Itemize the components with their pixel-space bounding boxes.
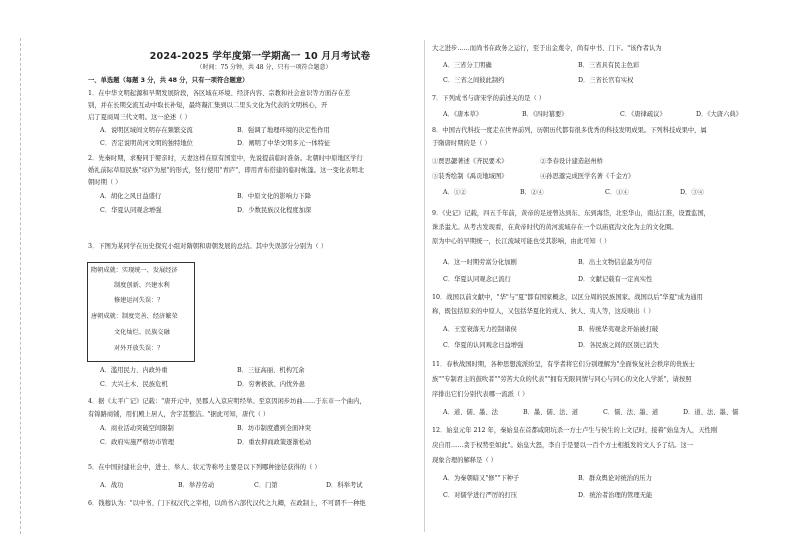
q3-summary-box <box>87 262 195 362</box>
q1-option-d: D．阐明了中华文明多元一体特征 <box>237 140 331 147</box>
q4-option-d: D．重农抑商政策逐渐松动 <box>237 439 312 446</box>
column-divider <box>424 40 425 532</box>
q12-line3: 现象合理的解释是（ ） <box>432 457 497 464</box>
q2-option-c: C．华夏认同观念增强 <box>100 207 162 214</box>
q11-line1: 11．春秋战国时期，各种思想流派纷呈，有学者将它们分别理解为"全面恢复社会秩序的贵族士 <box>432 361 695 368</box>
q11-option-d: D．道、法、墨、儒 <box>683 409 739 416</box>
q3-box-line4: 唐朝成就：制度完善、经济繁荣 <box>91 313 178 320</box>
q3-box-line6: 对外开放失误：？ <box>114 345 164 352</box>
q2-option-d: D．少数民族汉化程度加深 <box>237 207 312 214</box>
q8-option-b: B．②④ <box>520 189 544 196</box>
q3-option-c: C．大兴土木、民族危机 <box>100 381 168 388</box>
q4-option-a: A．商业活动突破空间限制 <box>100 425 174 432</box>
q9-option-a: A．这一时期劳富分化加剧 <box>443 259 517 266</box>
q8-item-1: ①贾思勰著述《齐民要术》 <box>432 158 508 165</box>
q6-cont-line: 大之进步……而尚书在政务之运行，至于出金蔑令，尚有中书、门下。"该作者认为 <box>432 45 662 52</box>
q9-option-d: D．文献记载有一定真实性 <box>578 276 653 283</box>
q9-line2: 诛杀蚩尤。从考古发现看，在黄帝时代的黄河流域存在一个以庙底沟文化为主的文化圈。 <box>432 224 678 231</box>
q6-option-d: D．三省长官有实权 <box>578 77 634 84</box>
binding-line <box>20 38 21 534</box>
q7-option-b: B．《四时纂要》 <box>522 111 568 118</box>
q6-option-b: B．三省具有民主色彩 <box>578 62 640 69</box>
q7-stem: 7．下列成书与唐宋学的前述关的是（ ） <box>432 95 546 102</box>
q8-option-a: A．①② <box>443 189 467 196</box>
section-heading: 一、单选题（每题 3 分，共 48 分，只有一项符合题意） <box>88 77 249 84</box>
q3-option-a: A．滥用民力、内政外重 <box>100 367 168 374</box>
q8-line2: 于隋唐时期的是（ ） <box>432 140 491 147</box>
q5-option-b: B．举荐劳动 <box>178 482 215 489</box>
q3-box-line3: 修建运河失误：？ <box>114 297 164 304</box>
q9-line1: 9．《史记》记载，四五千年前，黄帝的足迹曾达到东、东到海岱，北至华山，南达江淮，设置监国， <box>432 210 710 217</box>
q7-option-c: C．《唐律疏议》 <box>620 111 666 118</box>
q3-stem: 3．下图为某同学在历史探究小组对隋朝和唐朝发展的总结。其中失误部分分别为（ ） <box>88 243 327 250</box>
q3-box-line2: 制度创新、兴建水利 <box>114 282 170 289</box>
q1-line3: 启了夏商周三代文明。这一论述（ ） <box>88 114 191 121</box>
exam-subtitle: （时间：75 分钟，共 48 分，只有一项符合题意） <box>196 64 332 71</box>
q10-line2: 称，既包括原来的中原人，又包括华夏化的戎人、狄人、夷人等，这反映出（ ） <box>432 308 655 315</box>
q5-option-a: A．战功 <box>100 482 124 489</box>
exam-title: 2024-2025 学年度第一学期高一 10 月月考试卷 <box>149 51 371 62</box>
q11-option-a: A．道、儒、墨、法 <box>443 409 498 416</box>
q4-line1: 4．据《太平广记》记载："唐开元中，吴郡人入京应明经举。至京因闲步坊曲……于东市一个曲内， <box>88 398 366 405</box>
q6-option-a: A．三省分工明确 <box>443 62 492 69</box>
q12-option-d: D．统治者治理的管理无能 <box>578 492 653 499</box>
q12-option-a: A．为秦朝暗又"修""下种子 <box>443 475 520 482</box>
q5-stem: 5．在中国封建社会中，进士、举人、状元等称号主要是以下列哪种途径获得的（ ） <box>88 464 321 471</box>
q1-line2: 别，并在长期交流互动中取长补短，最终凝汇集到以二里头文化为代表的文明核心，开 <box>88 102 328 109</box>
q6-option-c: C．三省之间彼此制约 <box>443 77 505 84</box>
q3-box-line1: 隋朝成就：实现统一、发展经济 <box>91 267 178 274</box>
q2-line2: 婚礼前际草原民族"穹庐为屋"的形式，竖行使用"青庐"，即用青布搭建的临时帐篷。这一变化表明北 <box>88 167 365 174</box>
q2-line1: 2．先秦时期，求娶同于婴亲时，天妻这样在原有国室中，先说提前临时准备。北朝时中原地区学行 <box>88 155 363 162</box>
q1-option-a: A．说明区域间文明存在频繁交流 <box>100 127 193 134</box>
q2-option-a: A．胡化之风日益盛行 <box>100 193 162 200</box>
q12-option-c: C．对儒学进行严厉的打压 <box>443 492 518 499</box>
q4-option-b: B．坊市制度遭到全面冲突 <box>237 425 311 432</box>
q11-line3: 序排出它们分别代表哪一流派（ ） <box>432 391 529 398</box>
q8-item-4: ④孙思邈完成医学名著《千金方》 <box>540 173 635 180</box>
q7-option-d: D．《大唐六典》 <box>696 111 742 118</box>
q12-line2: 戾自用……贪于权势至如此"。始皇大怒，李自于是要以一百个方士相抵发的文人予了结。这一 <box>432 442 694 449</box>
q2-option-b: B．中原文化的影响力下降 <box>237 193 311 200</box>
q2-line3: 朝时期（ ） <box>88 179 122 186</box>
q11-line2: 族""专制君主的鼓吹者""劳苦大众的代表""拥有无限同情与同心与同心的文化人学派"，请按照 <box>432 376 692 383</box>
q11-option-b: B．墨、儒、法、道 <box>523 409 579 416</box>
q8-line1: 8．中国古代科技一度走在世界前列，历朝历代都有很多优秀的科技发明成果。下列科技成果中，属 <box>432 127 707 134</box>
q4-line2: 有锦路商铺，用们殿上居人，舍宇甚整洁。"据此可知，唐代（ ） <box>88 411 270 418</box>
q8-option-d: D．③④ <box>680 189 704 196</box>
q8-option-c: C．①④ <box>605 189 629 196</box>
q1-option-c: C．否定说明黄河文明的独特地位 <box>100 140 193 147</box>
q9-option-c: C．华夏认同观念已流行 <box>443 276 511 283</box>
q3-box-line5: 文化灿烂、民族交融 <box>114 329 170 336</box>
q9-option-b: B．出土文物信息最为可信 <box>578 259 652 266</box>
q10-line1: 10．战国以前文献中，"华"与"夏"都有国家概念，以区分周的民族国家。战国以后"华夏"成为通用 <box>432 294 703 301</box>
q10-option-a: A．王室衰落无力控制诸侯 <box>443 326 517 333</box>
q3-option-b: B．三征高丽、机构冗余 <box>237 367 305 374</box>
q10-option-c: C．华夏的认同观念日益增强 <box>443 342 524 349</box>
q5-option-d: D．科举考试 <box>326 482 363 489</box>
q6-line1: 6．钱穆认为："以中书、门下权汉代之宰相，以尚书六部代汉代之九卿，在政制上，不可谓不一种绝 <box>88 500 366 507</box>
q7-option-a: A．《唐本草》 <box>443 111 483 118</box>
q1-line1: 1．在中华文明起源和早期发展阶段，各区域在环境、经济内容、宗教和社会意识等方面存在差 <box>88 90 351 97</box>
q8-item-2: ②李春设计建造赵州桥 <box>540 158 603 165</box>
q5-option-c: C．门第 <box>254 482 278 489</box>
binding-margin <box>6 38 28 534</box>
q4-option-c: C．政府实施严格坊市管理 <box>100 439 175 446</box>
q3-option-d: D．穷奢极欲、内忧外患 <box>237 381 306 388</box>
q10-option-b: B．传统华夷观念开始被打破 <box>578 326 659 333</box>
q10-option-d: D．各民族之间的区别已消失 <box>578 342 659 349</box>
q11-option-c: C．儒、法、墨、道 <box>603 409 659 416</box>
q12-line1: 12．始皇元年 212 年，秦始皇在首都咸阳坑杀一方士卢生与侯生的上文记时，接着"始皇为人，天性刚 <box>432 427 718 434</box>
q9-line3: 原为中心的早期统一，长江流域可能也受其影响，由此可知（ ） <box>432 238 611 245</box>
q1-option-b: B．强调了地理环境的决定性作用 <box>237 127 330 134</box>
q12-option-b: B．群众舆论对统治的压力 <box>578 475 652 482</box>
q8-item-3: ③装秀绘制《禹贡地域图》 <box>432 173 508 180</box>
